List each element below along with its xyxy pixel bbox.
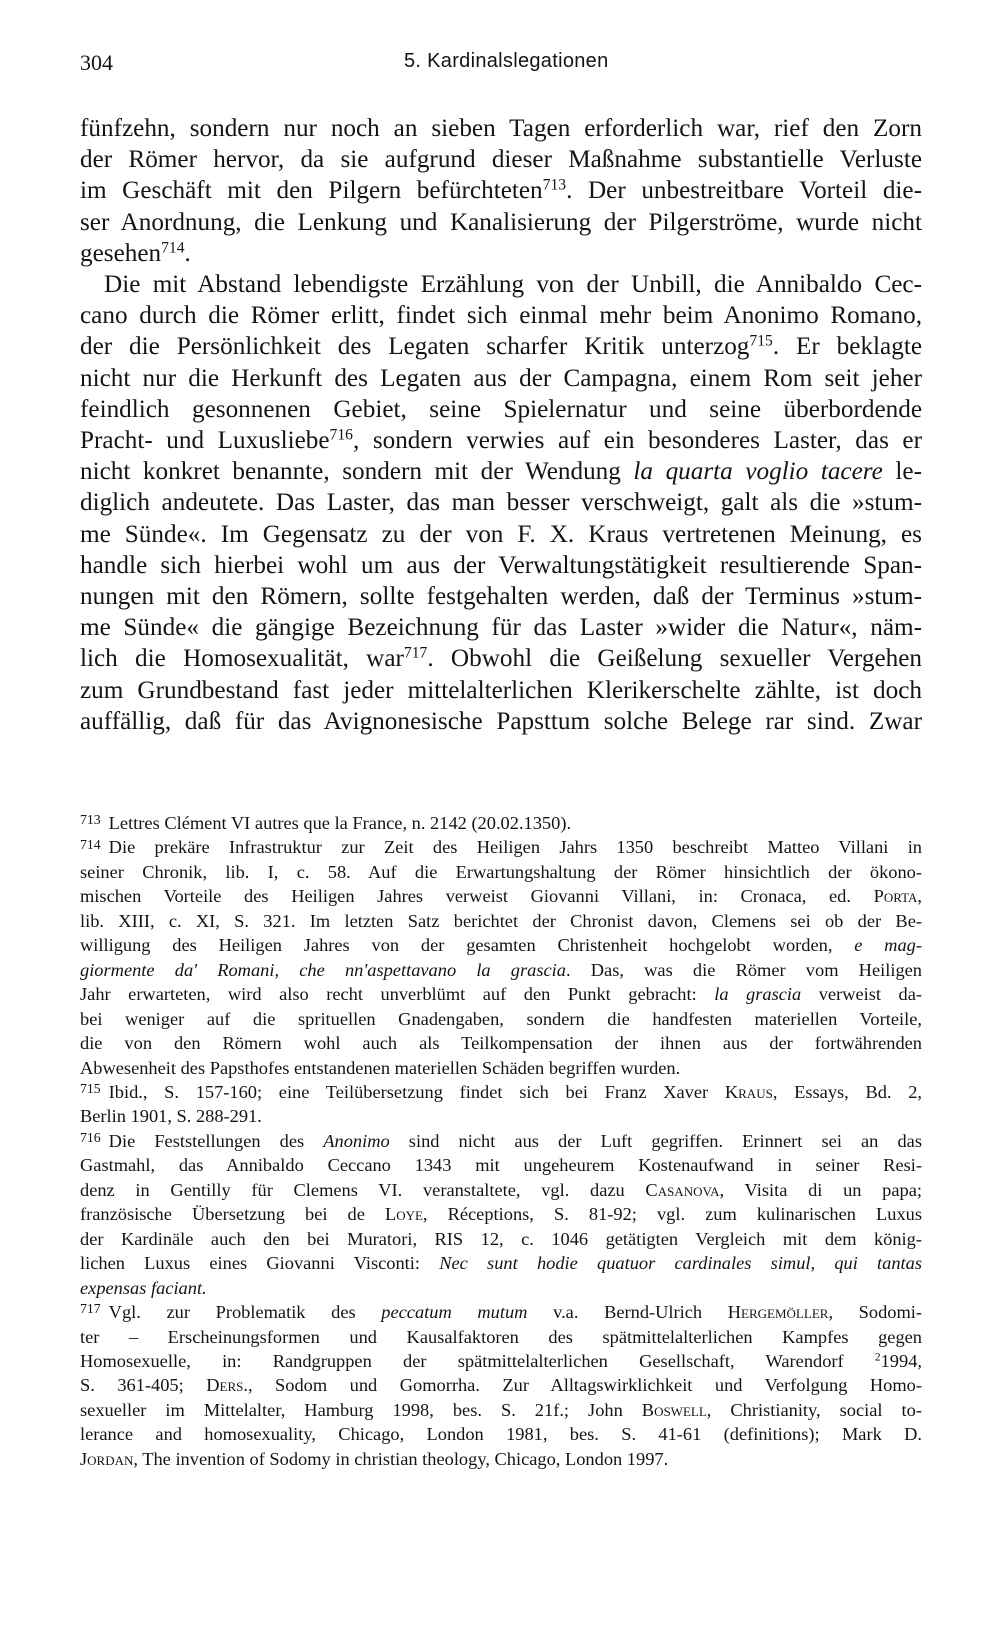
footnote-715: $^{715}$ Ibid., S. 157-160; eine Teilübersetzung findet sich bei Franz Xaver Kraus, Essays, Bd. 2, xyxy=(80,1081,922,1102)
footnote-number: 717 xyxy=(80,1301,101,1317)
footnote-line: Gastmahl, das Annibaldo Ceccano 1343 mit ungeheurem Kostenaufwand in seiner Resi- xyxy=(80,1155,922,1176)
text-line: Pracht- und Luxusliebe$^{716}$, sondern verwies auf ein besonderes Laster, das er xyxy=(80,426,922,455)
text-line: auffällig, daß für das Avignonesische Papsttum solche Belege rar sind. Zwar xyxy=(80,707,922,735)
footnote-line: bei weniger auf die sprituellen Gnadengaben, sondern die handfesten materiellen Vorteile, xyxy=(80,1008,922,1029)
text-line: der die Persönlichkeit des Legaten scharfer Kritik unterzog$^{715}$. Er beklagte xyxy=(80,332,922,361)
footnote-line: lib. XIII, c. XI, S. 321. Im letzten Satz berichtet der Chronist davon, Clemens sei ob der Be- xyxy=(80,910,922,931)
footnote-line: mischen Vorteile des Heiligen Jahres verweist Giovanni Villani, in: Cronaca, ed. Porta, xyxy=(80,886,922,907)
footnote-717: $^{717}$ Vgl. zur Problematik des peccatum mutum v.a. Bernd-Ulrich Hergemöller, Sodomi- xyxy=(80,1301,923,1323)
footnote-line: giormente da' Romani, che nn'aspettavano la grascia. Das, was die Römer vom Heiligen xyxy=(80,959,923,980)
main-text xyxy=(80,113,922,737)
text-line: fünfzehn, sondern nur noch an sieben Tagen erforderlich war, rief den Zorn xyxy=(80,115,922,142)
text-line: zum Grundbestand fast jeder mittelalterlichen Klerikerschelte zählte, ist doch xyxy=(80,676,922,704)
footnote-line: lichen Luxus eines Giovanni Visconti: Nec sunt hodie quatuor cardinales simul, qui tantas xyxy=(80,1253,923,1274)
footnote-number: 716 xyxy=(80,1130,101,1146)
footnote-ref-713[interactable]: 713 xyxy=(542,176,567,194)
footnote-714: $^{714}$ Die prekäre Infrastruktur zur Zeit des Heiligen Jahrs 1350 beschreibt Matteo Villani in xyxy=(80,836,922,858)
text-line: nungen mit den Römern, sollte festgehalten werden, daß der Terminus »stum- xyxy=(80,583,922,611)
footnote-number: 715 xyxy=(80,1081,101,1097)
text-line: me Sünde«. Im Gegensatz zu der von F. X. Kraus vertretenen Meinung, es xyxy=(80,520,922,548)
text-line: Die mit Abstand lebendigste Erzählung von der Unbill, die Annibaldo Cec- xyxy=(104,271,922,299)
footnote-line: denz in Gentilly für Clemens VI. veranstaltete, vgl. dazu Casanova, Visita di un papa; xyxy=(80,1179,922,1200)
footnote-line: der Kardinäle auch den bei Muratori, RIS 12, c. 1046 getätigten Vergleich mit dem könig- xyxy=(80,1228,922,1249)
footnote-line: Homosexuelle, in: Randgruppen der spätmittelalterlichen Gesellschaft, Warendorf $^2$1994, xyxy=(80,1350,922,1371)
footnote-line: Jordan, The invention of Sodomy in christian theology, Chicago, London 1997. xyxy=(80,1448,669,1469)
footnote-713: $^{713}$ Lettres Clément VI autres que la France, n. 2142 (20.02.1350). xyxy=(80,812,572,833)
footnote-line: seiner Chronik, lib. I, c. 58. Auf die Erwartungshaltung der Römer hinsichtlich der ökono- xyxy=(80,861,922,882)
text-line: gesehen$^{714}$. xyxy=(80,239,191,267)
page-header xyxy=(80,50,900,84)
footnote-line: expensas faciant. xyxy=(80,1277,207,1298)
footnote-number: 713 xyxy=(80,812,101,828)
text-line: handle sich hierbei wohl um aus der Verwaltungstätigkeit resultierende Span- xyxy=(80,551,922,579)
running-head: 5. Kardinalslegationen xyxy=(404,50,609,72)
footnote-716: $^{716}$ Die Feststellungen des Anonimo sind nicht aus der Luft gegriffen. Erinnert sei an das xyxy=(80,1130,922,1151)
italic-quote: la quarta voglio tacere xyxy=(633,458,883,486)
text-line: ser Anordnung, die Lenkung und Kanalisierung der Pilgerströme, wurde nicht xyxy=(80,208,922,236)
text-line: nicht nur die Herkunft des Legaten aus der Campagna, einem Rom seit jeher xyxy=(80,364,922,392)
text-line: feindlich gesonnenen Gebiet, seine Spielernatur und seine überbordende xyxy=(80,395,922,423)
footnote-line: ter – Erscheinungsformen und Kausalfaktoren des spätmittelalterlichen Kampfes gegen xyxy=(80,1326,922,1347)
text-line: diglich andeutete. Das Laster, das man besser verschweigt, galt als die »stum- xyxy=(80,489,922,517)
text-line: im Geschäft mit den Pilgern befürchteten$^{713}$. Der unbestreitbare Vorteil die- xyxy=(80,176,922,205)
footnote-number: 714 xyxy=(80,836,101,852)
footnote-line: lerance and homosexuality, Chicago, London 1981, bes. S. 41-61 (definitions); Mark D. xyxy=(80,1424,922,1445)
footnote-line: Abwesenheit des Papsthofes entstandenen materiellen Schäden begriffen wurden. xyxy=(80,1057,681,1078)
text-line: nicht konkret benannte, sondern mit der Wendung la quarta voglio tacere le- xyxy=(80,458,922,486)
footnote-line: die von den Römern wohl auch als Teilkompensation der ihnen aus der fortwährenden xyxy=(80,1033,922,1054)
footnote-ref-714[interactable]: 714 xyxy=(161,239,185,257)
footnote-ref-715[interactable]: 715 xyxy=(749,332,773,350)
footnote-line: willigung des Heiligen Jahres von der gesamten Christenheit hochgelobt worden, e mag- xyxy=(80,935,922,956)
footnote-ref-717[interactable]: 717 xyxy=(403,644,428,662)
footnote-line: französische Übersetzung bei de Loye, Réceptions, S. 81-92; vgl. zum kulinarischen Luxus xyxy=(80,1204,922,1225)
page-number: 304 xyxy=(80,50,113,75)
footnote-line: S. 361-405; Ders., Sodom und Gomorrha. Zur Alltagswirklichkeit und Verfolgung Homo- xyxy=(80,1375,922,1396)
footnotes xyxy=(80,811,922,1471)
text-line: me Sünde« die gängige Bezeichnung für das Laster »wider die Natur«, näm- xyxy=(80,614,922,642)
text-line: lich die Homosexualität, war$^{717}$. Obwohl die Geißelung sexueller Vergehen xyxy=(80,644,922,673)
text-line: der Römer hervor, da sie aufgrund dieser Maßnahme substantielle Verluste xyxy=(80,146,922,174)
text-line: cano durch die Römer erlitt, findet sich einmal mehr beim Anonimo Romano, xyxy=(80,302,922,330)
footnote-line: sexueller im Mittelalter, Hamburg 1998, bes. S. 21f.; John Boswell, Christianity, social to- xyxy=(80,1399,922,1420)
footnote-ref-716[interactable]: 716 xyxy=(329,426,353,444)
footnote-line: Berlin 1901, S. 288-291. xyxy=(80,1106,262,1127)
footnote-line: Jahr erwarteten, wird also recht unverblümt auf den Punkt gebracht: la grascia verweist da- xyxy=(80,984,923,1005)
